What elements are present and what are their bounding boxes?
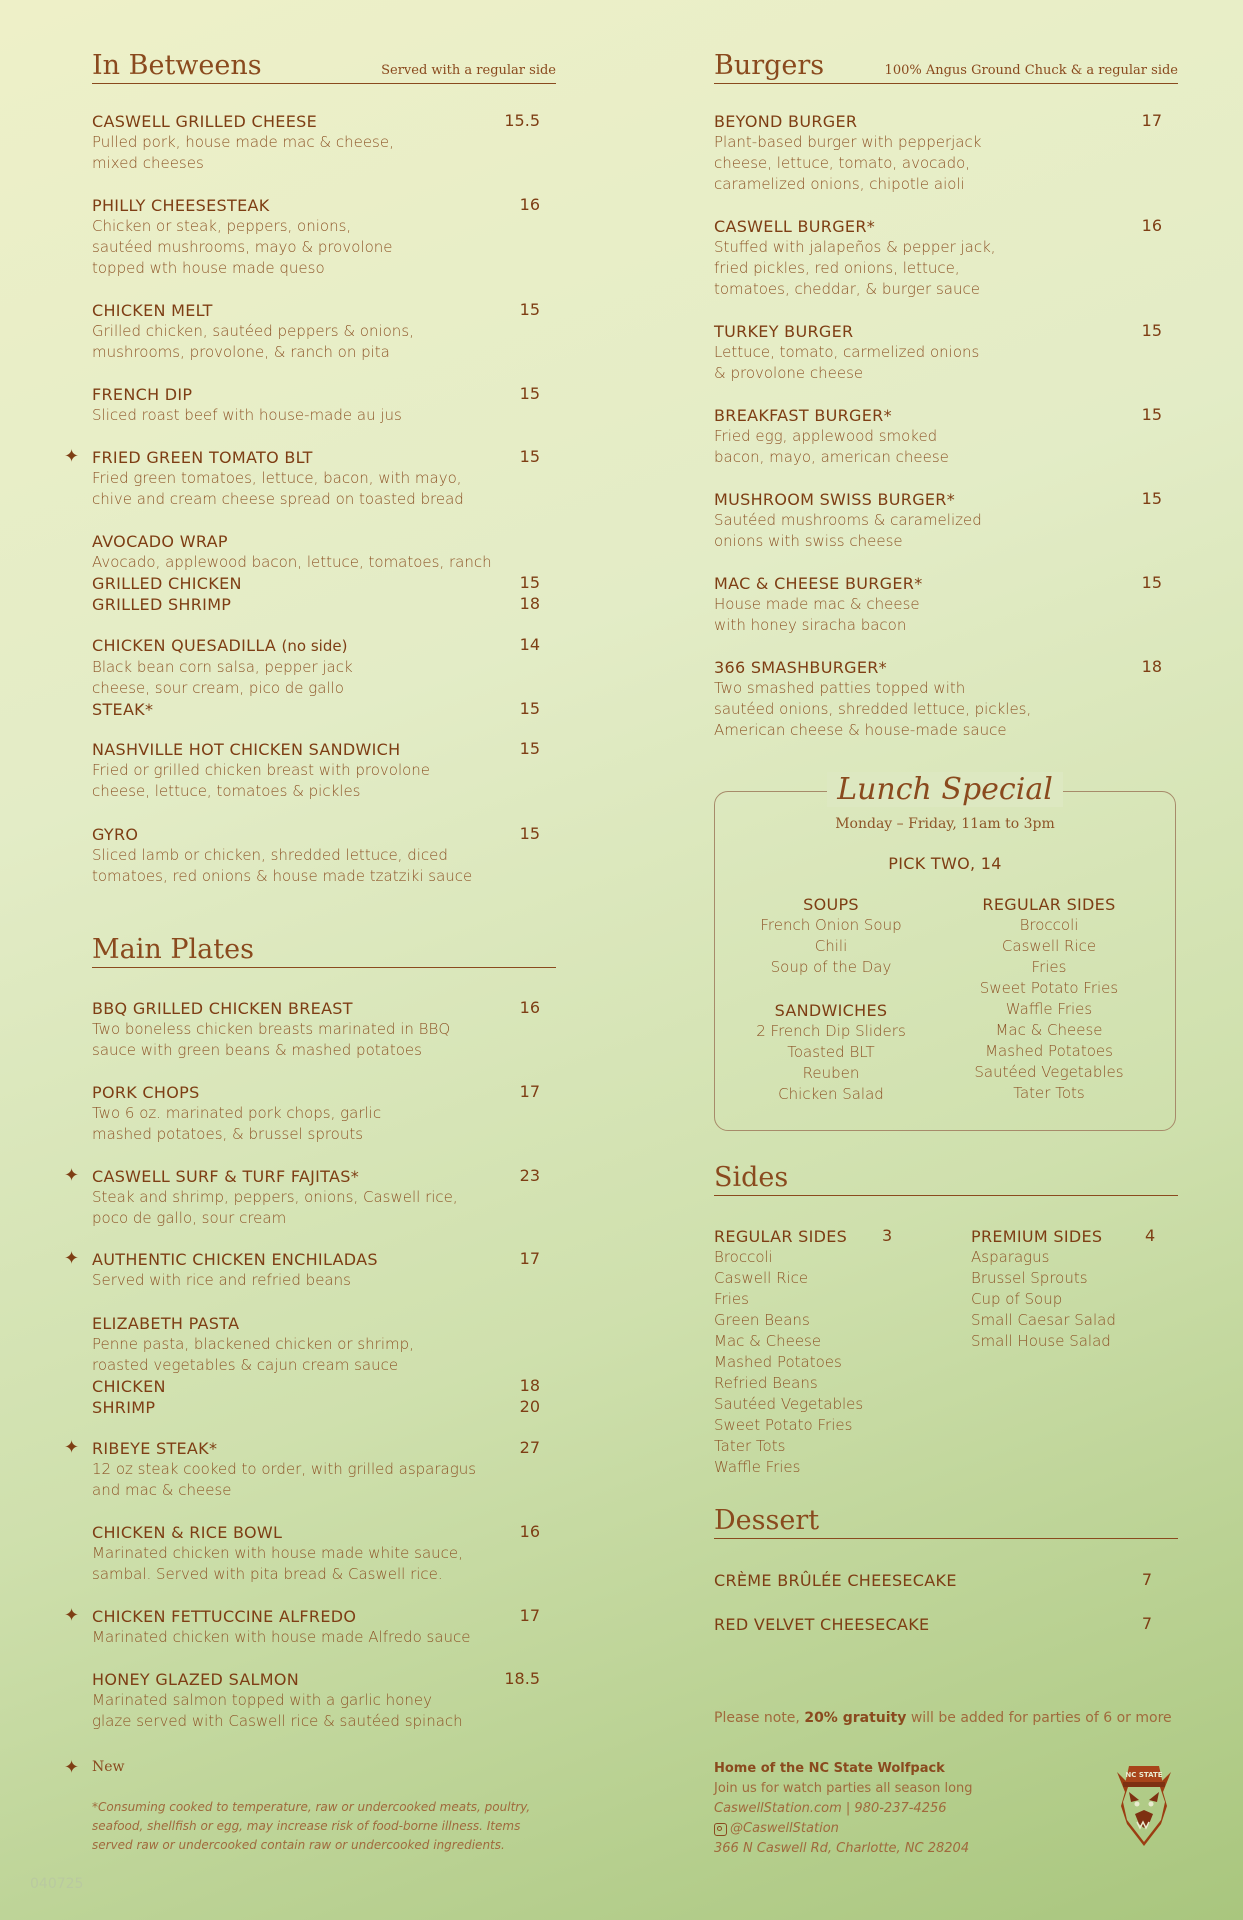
- gratuity-pre: Please note,: [714, 1710, 805, 1726]
- item-desc: onions with swiss cheese: [714, 532, 903, 550]
- item-desc: cheese, lettuce, tomato, avocado,: [714, 154, 971, 172]
- lunch-sandwich-item: Chicken Salad: [778, 1085, 884, 1103]
- item-price: 15: [519, 300, 540, 319]
- item-name: CASWELL SURF & TURF FAJITAS*: [92, 1167, 359, 1186]
- lunch-sandwich-item: Reuben: [802, 1064, 860, 1082]
- side-item: Mac & Cheese: [714, 1332, 822, 1350]
- item-desc: bacon, mayo, american cheese: [714, 448, 949, 466]
- lunch-soups-heading: SOUPS: [803, 895, 859, 914]
- item-desc: with honey siracha bacon: [714, 616, 907, 634]
- item-desc: Avocado, applewood bacon, lettuce, tomatoes, ranch: [92, 553, 492, 571]
- menu-item: [92, 111, 556, 174]
- item-option: [92, 1376, 556, 1397]
- item-desc: sauce with green beans & mashed potatoes: [92, 1041, 422, 1059]
- option-name: GRILLED CHICKEN: [92, 574, 242, 593]
- lunch-side-item: Mac & Cheese: [995, 1021, 1103, 1039]
- lunch-side-item: Waffle Fries: [1005, 1000, 1093, 1018]
- item-price: 15: [1141, 573, 1162, 592]
- footer-address: 366 N Caswell Rd, Charlotte, NC 28204: [714, 1841, 970, 1856]
- side-item: Waffle Fries: [714, 1458, 801, 1476]
- side-item: Small House Salad: [971, 1332, 1111, 1350]
- gratuity-note: [714, 1708, 1178, 1728]
- lunch-sandwiches: [731, 1000, 931, 1105]
- item-price: 18.5: [504, 1669, 540, 1688]
- regular-sides: [714, 1226, 914, 1478]
- premium-sides-price: 4: [1145, 1226, 1156, 1245]
- menu-item: [64, 1605, 556, 1648]
- side-item: Fries: [714, 1290, 749, 1308]
- lunch-pick: PICK TWO, 14: [888, 854, 1002, 873]
- menu-item: [92, 1082, 556, 1145]
- side-item: Sautéed Vegetables: [714, 1395, 864, 1413]
- item-price: 16: [519, 195, 540, 214]
- option-name: CHICKEN: [92, 1377, 166, 1396]
- item-desc: American cheese & house-made sauce: [714, 721, 1007, 739]
- side-item: Brussel Sprouts: [971, 1269, 1088, 1287]
- item-price: 14: [519, 635, 540, 654]
- instagram-icon: [714, 1823, 727, 1836]
- item-desc: Marinated chicken with house made white sauce,: [92, 1544, 463, 1562]
- logo-text: NC STATE: [1125, 1771, 1163, 1779]
- footer-heading: Home of the NC State Wolfpack: [714, 1761, 945, 1776]
- item-price: 16: [519, 1522, 540, 1541]
- item-name: CHICKEN MELT: [92, 301, 213, 320]
- item-desc: chive and cream cheese spread on toasted bread: [92, 490, 464, 508]
- item-desc: mixed cheeses: [92, 154, 204, 172]
- item-option: [92, 594, 556, 615]
- item-desc: Chicken or steak, peppers, onions,: [92, 217, 352, 235]
- side-item: Sweet Potato Fries: [714, 1416, 853, 1434]
- new-legend-label: New: [92, 1759, 125, 1775]
- lunch-hours: Monday – Friday, 11am to 3pm: [835, 816, 1055, 832]
- item-option: [92, 699, 556, 720]
- option-price: 15: [519, 699, 540, 718]
- menu-item: [92, 1522, 556, 1585]
- item-desc: Served with rice and refried beans: [92, 1271, 351, 1289]
- item-desc: poco de gallo, sour cream: [92, 1209, 287, 1227]
- item-price: 17: [519, 1606, 540, 1625]
- option-name: SHRIMP: [92, 1398, 156, 1417]
- item-name: AVOCADO WRAP: [92, 532, 228, 551]
- item-name: PORK CHOPS: [92, 1083, 200, 1102]
- item-desc: & provolone cheese: [714, 364, 864, 382]
- regular-sides-heading: REGULAR SIDES: [714, 1227, 848, 1246]
- item-desc: caramelized onions, chipotle aioli: [714, 175, 965, 193]
- menu-item: [92, 635, 556, 720]
- item-desc: Two boneless chicken breasts marinated in BBQ: [92, 1020, 451, 1038]
- item-price: 18: [1141, 657, 1162, 676]
- new-star-icon: ✦: [64, 1437, 80, 1457]
- item-desc: sautéed mushrooms, mayo & provolone: [92, 238, 393, 256]
- disclaimer: [92, 1798, 556, 1855]
- lunch-sandwiches-heading: SANDWICHES: [774, 1001, 888, 1020]
- wolf-logo-icon: [1109, 1762, 1179, 1848]
- option-name: STEAK*: [92, 700, 154, 719]
- item-desc: Sautéed mushrooms & caramelized: [714, 511, 982, 529]
- new-star-icon: ✦: [64, 1165, 80, 1185]
- menu-item: [92, 824, 556, 887]
- side-item: Cup of Soup: [971, 1290, 1063, 1308]
- option-price: 15: [519, 573, 540, 592]
- item-desc: Fried green tomatoes, lettuce, bacon, with mayo,: [92, 469, 462, 487]
- item-price: 23: [519, 1166, 540, 1185]
- item-name: BBQ GRILLED CHICKEN BREAST: [92, 999, 353, 1018]
- item-desc: Sliced roast beef with house-made au jus: [92, 406, 402, 424]
- option-price: 18: [519, 594, 540, 613]
- lunch-soup-item: French Onion Soup: [760, 916, 902, 934]
- main-plates-header: [92, 934, 556, 968]
- item-price: 15: [519, 384, 540, 403]
- lunch-side-item: Sweet Potato Fries: [979, 979, 1119, 997]
- item-price: 7: [1141, 1570, 1152, 1589]
- lunch-sandwich-item: Toasted BLT: [787, 1043, 875, 1061]
- new-star-icon: ✦: [64, 446, 80, 466]
- item-price: 15: [1141, 321, 1162, 340]
- side-item: Green Beans: [714, 1311, 810, 1329]
- item-price: 7: [1141, 1614, 1152, 1633]
- new-legend: [64, 1757, 556, 1777]
- item-desc: topped wth house made queso: [92, 259, 325, 277]
- item-desc: cheese, sour cream, pico de gallo: [92, 679, 344, 697]
- gratuity-bold: 20% gratuity: [804, 1710, 907, 1726]
- dessert-title: Dessert: [714, 1505, 820, 1536]
- menu-item: [92, 531, 556, 615]
- disclaimer-line: seafood, shellfish or egg, may increase risk of food-borne illness. Items: [92, 1819, 521, 1833]
- item-desc: Two smashed patties topped with: [714, 679, 966, 697]
- item-desc: Marinated salmon topped with a garlic honey: [92, 1691, 432, 1709]
- item-name: CASWELL GRILLED CHEESE: [92, 112, 317, 131]
- item-desc: mashed potatoes, & brussel sprouts: [92, 1125, 364, 1143]
- side-item: Broccoli: [714, 1248, 773, 1266]
- item-price: 17: [519, 1082, 540, 1101]
- menu-item: [92, 1669, 556, 1732]
- item-name: NASHVILLE HOT CHICKEN SANDWICH: [92, 740, 401, 759]
- side-item: Asparagus: [971, 1248, 1050, 1266]
- item-name: AUTHENTIC CHICKEN ENCHILADAS: [92, 1250, 378, 1269]
- new-star-icon: ✦: [64, 1605, 80, 1625]
- item-desc: Two 6 oz. marinated pork chops, garlic: [92, 1104, 382, 1122]
- item-price: 15.5: [504, 111, 540, 130]
- item-desc: Pulled pork, house made mac & cheese,: [92, 133, 394, 151]
- item-desc: House made mac & cheese: [714, 595, 920, 613]
- item-desc: roasted vegetables & cajun cream sauce: [92, 1356, 399, 1374]
- new-star-icon: ✦: [64, 1757, 80, 1777]
- lunch-soups: [731, 894, 931, 978]
- item-price: 15: [519, 739, 540, 758]
- footer-line: Join us for watch parties all season long: [714, 1781, 973, 1796]
- item-desc: cheese, lettuce, tomatoes & pickles: [92, 782, 361, 800]
- option-price: 20: [519, 1397, 540, 1416]
- burgers-subtitle: 100% Angus Ground Chuck & a regular side: [884, 63, 1178, 78]
- menu-item: [92, 1313, 556, 1418]
- menu-item: [714, 657, 1178, 741]
- item-desc: Sliced lamb or chicken, shredded lettuce, diced: [92, 846, 448, 864]
- item-name: CRÈME BRÛLÉE CHEESECAKE: [714, 1571, 957, 1590]
- lunch-title-wrap: [715, 772, 1175, 807]
- item-price: 15: [1141, 405, 1162, 424]
- menu-item: [714, 111, 1178, 195]
- item-desc: Fried egg, applewood smoked: [714, 427, 938, 445]
- option-price: 18: [519, 1376, 540, 1395]
- item-desc: fried pickles, red onions, lettuce,: [714, 259, 960, 277]
- item-desc: 12 oz steak cooked to order, with grilled asparagus: [92, 1460, 477, 1478]
- lunch-soup-item: Chili: [814, 937, 848, 955]
- item-desc: tomatoes, cheddar, & burger sauce: [714, 280, 980, 298]
- side-item: Refried Beans: [714, 1374, 818, 1392]
- lunch-sides-heading: REGULAR SIDES: [982, 895, 1116, 914]
- lunch-side-item: Fries: [1031, 958, 1067, 976]
- item-desc: Penne pasta, blackened chicken or shrimp,: [92, 1335, 414, 1353]
- lunch-side-item: Broccoli: [1019, 916, 1079, 934]
- menu-item: [92, 998, 556, 1061]
- item-price: 17: [519, 1249, 540, 1268]
- regular-sides-price: 3: [882, 1226, 893, 1245]
- option-name: GRILLED SHRIMP: [92, 595, 232, 614]
- item-desc: Fried or grilled chicken breast with provolone: [92, 761, 431, 779]
- disclaimer-line: served raw or undercooked contain raw or undercooked ingredients.: [92, 1838, 505, 1852]
- footer-contact: CaswellStation.com | 980-237-4256: [714, 1801, 947, 1816]
- item-desc: Steak and shrimp, peppers, onions, Caswell rice,: [92, 1188, 458, 1206]
- side-item: Tater Tots: [714, 1437, 786, 1455]
- item-option: [92, 1397, 556, 1418]
- item-price: 15: [519, 447, 540, 466]
- menu-item: [714, 489, 1178, 552]
- lunch-soup-item: Soup of the Day: [770, 958, 892, 976]
- item-option: [92, 573, 556, 594]
- in-betweens-subtitle: Served with a regular side: [381, 63, 556, 78]
- item-name: BEYOND BURGER: [714, 112, 858, 131]
- item-name: MUSHROOM SWISS BURGER*: [714, 490, 956, 509]
- item-desc: Plant-based burger with pepperjack: [714, 133, 982, 151]
- item-price: 15: [519, 824, 540, 843]
- item-desc: and mac & cheese: [92, 1481, 232, 1499]
- premium-sides: [971, 1226, 1181, 1352]
- menu-item: [64, 1437, 556, 1501]
- item-note: (no side): [281, 637, 348, 655]
- lunch-sandwich-item: 2 French Dip Sliders: [756, 1022, 906, 1040]
- gratuity-post: will be added for parties of 6 or more: [906, 1710, 1172, 1726]
- item-name: 366 SMASHBURGER*: [714, 658, 887, 677]
- item-name: CASWELL BURGER*: [714, 217, 876, 236]
- new-star-icon: ✦: [64, 1248, 80, 1268]
- item-name: FRENCH DIP: [92, 385, 193, 404]
- item-price: 17: [1141, 111, 1162, 130]
- item-name: PHILLY CHEESESTEAK: [92, 196, 270, 215]
- menu-item: [64, 446, 556, 510]
- item-name: TURKEY BURGER: [714, 322, 854, 341]
- wolfpack-logo: [1109, 1762, 1179, 1848]
- lunch-special-title: Lunch Special: [827, 772, 1063, 807]
- lunch-side-item: Caswell Rice: [1001, 937, 1097, 955]
- item-price: 16: [1141, 216, 1162, 235]
- item-desc: tomatoes, red onions & house made tzatziki sauce: [92, 867, 473, 885]
- lunch-side-item: Tater Tots: [1013, 1084, 1085, 1102]
- lunch-side-item: Sautéed Vegetables: [974, 1063, 1124, 1081]
- menu-item: [714, 405, 1178, 468]
- menu-item: [92, 739, 556, 802]
- menu-item: [714, 573, 1178, 636]
- menu-item: [92, 300, 556, 363]
- menu-code: 040725: [30, 1876, 84, 1892]
- item-desc: sambal. Served with pita bread & Caswell rice.: [92, 1565, 443, 1583]
- item-desc: glaze served with Caswell rice & sautéed spinach: [92, 1712, 463, 1730]
- item-name: BREAKFAST BURGER*: [714, 406, 892, 425]
- item-price: 16: [519, 998, 540, 1017]
- in-betweens-header: [92, 50, 556, 84]
- dessert-header: [714, 1505, 1178, 1539]
- instagram-handle: @CaswellStation: [730, 1821, 839, 1836]
- item-name: GYRO: [92, 825, 139, 844]
- item-desc: Lettuce, tomato, carmelized onions: [714, 343, 980, 361]
- item-name: RED VELVET CHEESECAKE: [714, 1615, 930, 1634]
- item-desc: sautéed onions, shredded lettuce, pickles,: [714, 700, 1032, 718]
- side-item: Mashed Potatoes: [714, 1353, 842, 1371]
- item-price: 15: [1141, 489, 1162, 508]
- premium-sides-heading: PREMIUM SIDES: [971, 1227, 1103, 1246]
- menu-item: [64, 1248, 556, 1291]
- item-name-row: [92, 635, 556, 657]
- lunch-side-item: Mashed Potatoes: [985, 1042, 1113, 1060]
- item-desc: mushrooms, provolone, & ranch on pita: [92, 343, 390, 361]
- menu-item: [92, 195, 556, 279]
- item-name: CHICKEN FETTUCCINE ALFREDO: [92, 1607, 357, 1626]
- side-item: Small Caesar Salad: [971, 1311, 1116, 1329]
- item-name: CHICKEN QUESADILLA: [92, 636, 277, 655]
- main-plates-title: Main Plates: [92, 934, 254, 965]
- menu-item: [714, 216, 1178, 300]
- in-betweens-title: In Betweens: [92, 50, 262, 81]
- item-name: CHICKEN & RICE BOWL: [92, 1523, 283, 1542]
- item-name: ELIZABETH PASTA: [92, 1314, 240, 1333]
- item-desc: Black bean corn salsa, pepper jack: [92, 658, 353, 676]
- menu-item: [714, 321, 1178, 384]
- item-name: RIBEYE STEAK*: [92, 1439, 218, 1458]
- menu-item: [64, 1165, 556, 1229]
- item-price: 27: [519, 1438, 540, 1457]
- item-desc: Grilled chicken, sautéed peppers & onions,: [92, 322, 414, 340]
- lunch-sides: [949, 894, 1149, 1104]
- item-desc: Stuffed with jalapeños & pepper jack,: [714, 238, 996, 256]
- item-name: FRIED GREEN TOMATO BLT: [92, 448, 313, 467]
- side-item: Caswell Rice: [714, 1269, 809, 1287]
- menu-item: [714, 1570, 1178, 1591]
- item-name: MAC & CHEESE BURGER*: [714, 574, 923, 593]
- burgers-title: Burgers: [714, 50, 825, 81]
- item-desc: Marinated chicken with house made Alfredo sauce: [92, 1628, 471, 1646]
- sides-title: Sides: [714, 1162, 789, 1193]
- menu-item: [714, 1614, 1178, 1635]
- lunch-special-box: [714, 772, 1176, 1131]
- item-name: HONEY GLAZED SALMON: [92, 1670, 300, 1689]
- menu-item: [92, 384, 556, 426]
- sides-header: [714, 1162, 1178, 1196]
- disclaimer-line: *Consuming cooked to temperature, raw or undercooked meats, poultry,: [92, 1800, 531, 1814]
- burgers-header: [714, 50, 1178, 84]
